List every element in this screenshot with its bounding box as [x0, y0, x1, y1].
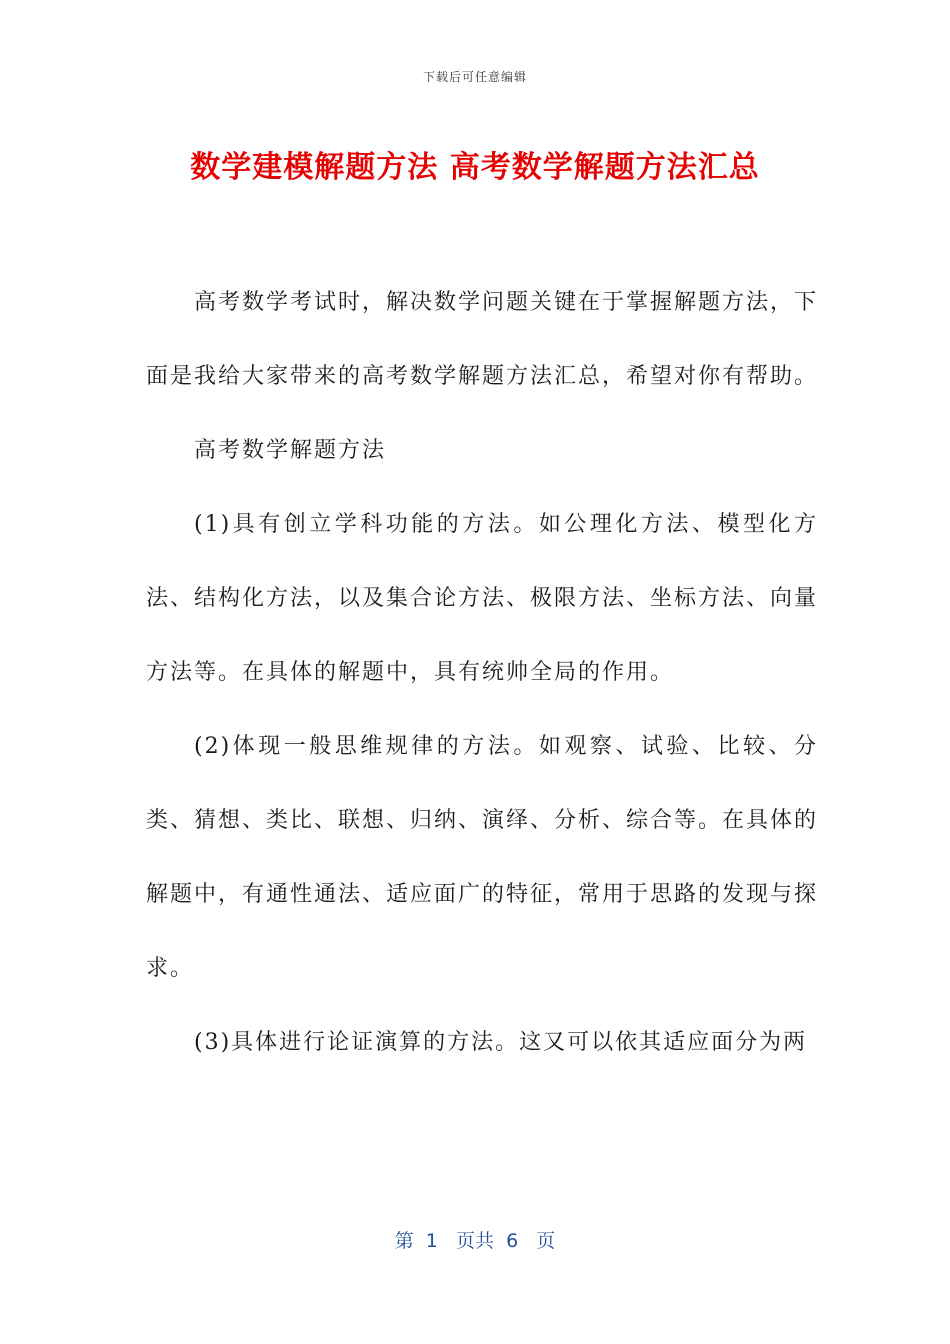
method-paragraph-1: (1)具有创立学科功能的方法。如公理化方法、模型化方法、结构化方法，以及集合论方法、极限方法、坐标方法、向量方法等。在具体的解题中，具有统帅全局的作用。: [146, 512, 819, 685]
method-paragraph-2: (2)体现一般思维规律的方法。如观察、试验、比较、分类、猜想、类比、联想、归纳、演绎、分析、综合等。在具体的解题中，有通性通法、适应面广的特征，常用于思路的发现与探求。: [146, 734, 819, 981]
document-title: 数学建模解题方法 高考数学解题方法汇总: [190, 150, 760, 185]
method-paragraph-3: (3)具体进行论证演算的方法。这又可以依其适应面分为两: [194, 1030, 808, 1055]
header-note: 下载后可任意编辑: [422, 70, 527, 84]
section-heading: 高考数学解题方法: [194, 438, 387, 463]
intro-paragraph: 高考数学考试时，解决数学问题关键在于掌握解题方法，下面是我给大家带来的高考数学解题方法汇总，希望对你有帮助。: [146, 290, 819, 389]
page-number-footer: 第 1 页共 6 页: [394, 1230, 556, 1252]
document-body: [146, 266, 818, 1080]
